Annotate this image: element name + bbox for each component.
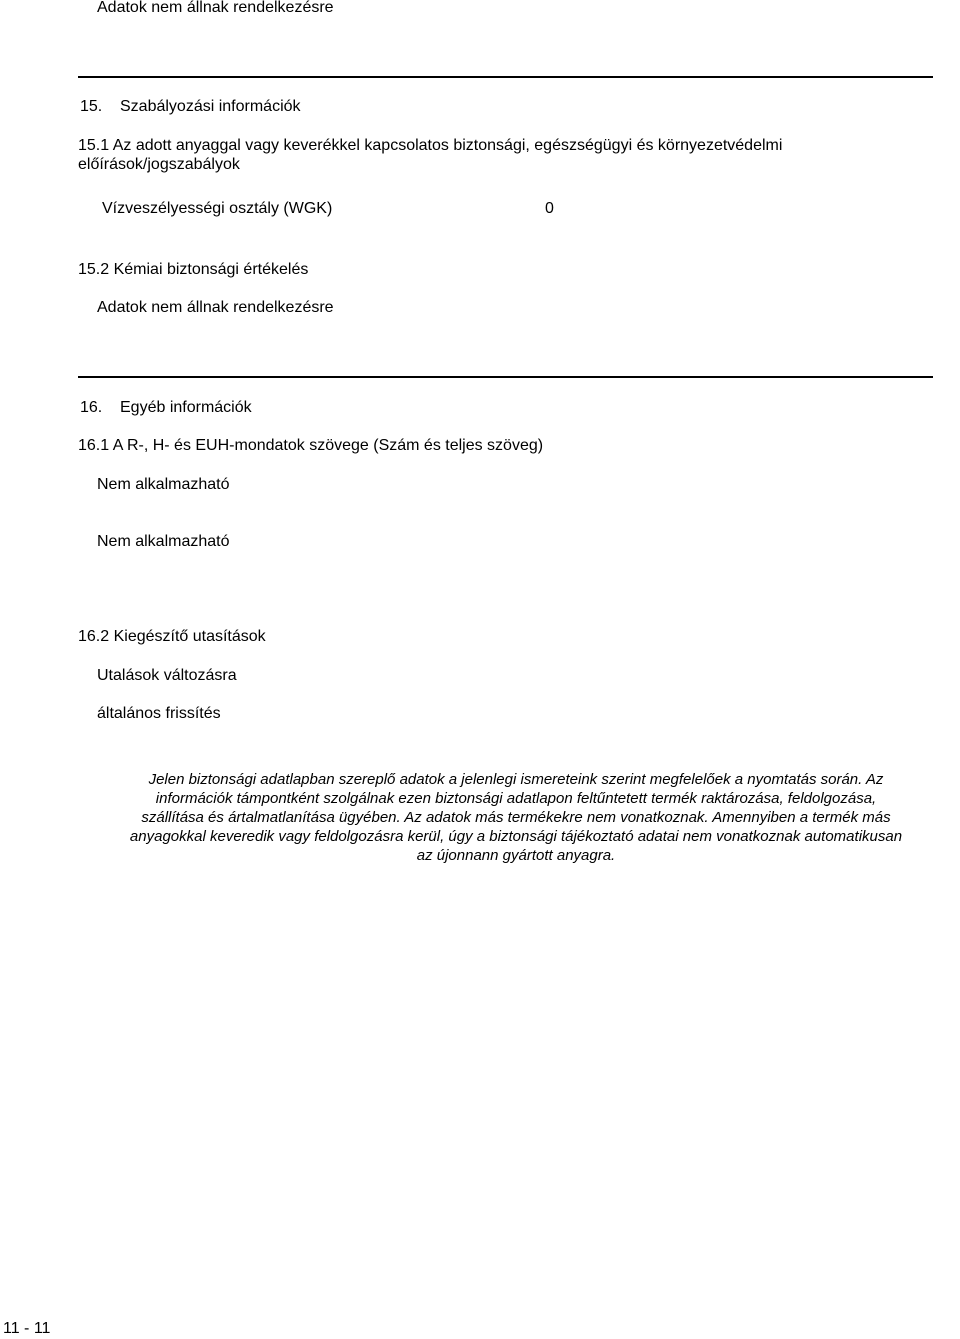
page-number: 11 - 11 — [3, 1320, 51, 1337]
section-16-title: Egyéb információk — [120, 399, 252, 416]
subsection-16-2-text-2: általános frissítés — [97, 705, 221, 722]
subsection-16-1-text-2: Nem alkalmazható — [97, 533, 230, 550]
wgk-value: 0 — [545, 200, 554, 217]
disclaimer-line: Jelen biztonsági adatlapban szereplő adatok a jelenlegi ismereteink szerint megfelelőek a nyomtatás során. Az — [148, 771, 884, 788]
subsection-16-2-text-1: Utalások változásra — [97, 667, 237, 684]
subsection-16-2-heading: 16.2 Kiegészítő utasítások — [78, 628, 266, 645]
subsection-16-1-heading: 16.1 A R-, H- és EUH-mondatok szövege (Szám és teljes szöveg) — [78, 437, 544, 454]
disclaimer-paragraph — [72, 770, 960, 865]
section-divider-16 — [78, 376, 933, 378]
section-divider-15 — [78, 76, 933, 78]
subsection-15-1-heading-cont: előírások/jogszabályok — [78, 156, 240, 173]
top-status-text: Adatok nem állnak rendelkezésre — [97, 0, 334, 16]
wgk-label: Vízveszélyességi osztály (WGK) — [102, 200, 333, 217]
subsection-16-1-text-1: Nem alkalmazható — [97, 476, 230, 493]
section-16-number: 16. — [80, 399, 103, 416]
section-15-title: Szabályozási információk — [120, 98, 301, 115]
disclaimer-line: az újonnann gyártott anyagra. — [416, 847, 616, 864]
disclaimer-line: anyagokkal keveredik vagy feldolgozásra kerül, úgy a biztonsági tájékoztató adatai nem vonatkoznak automatikusan — [129, 828, 903, 845]
subsection-15-2-text: Adatok nem állnak rendelkezésre — [97, 299, 334, 316]
disclaimer-line: információk támpontként szolgálnak ezen biztonsági adatlapon feltűntetett termék raktározása, feldolgozása, — [155, 790, 877, 807]
section-15-number: 15. — [80, 98, 103, 115]
subsection-15-1-heading: 15.1 Az adott anyaggal vagy keverékkel kapcsolatos biztonsági, egészségügyi és környezetvédelmi — [78, 137, 783, 154]
disclaimer-line: szállítása és ártalmatlanítása ügyében. Az adatok más termékekre nem vonatkoznak. Amennyiben a termék más — [141, 809, 891, 826]
subsection-15-2-heading: 15.2 Kémiai biztonsági értékelés — [78, 261, 309, 278]
